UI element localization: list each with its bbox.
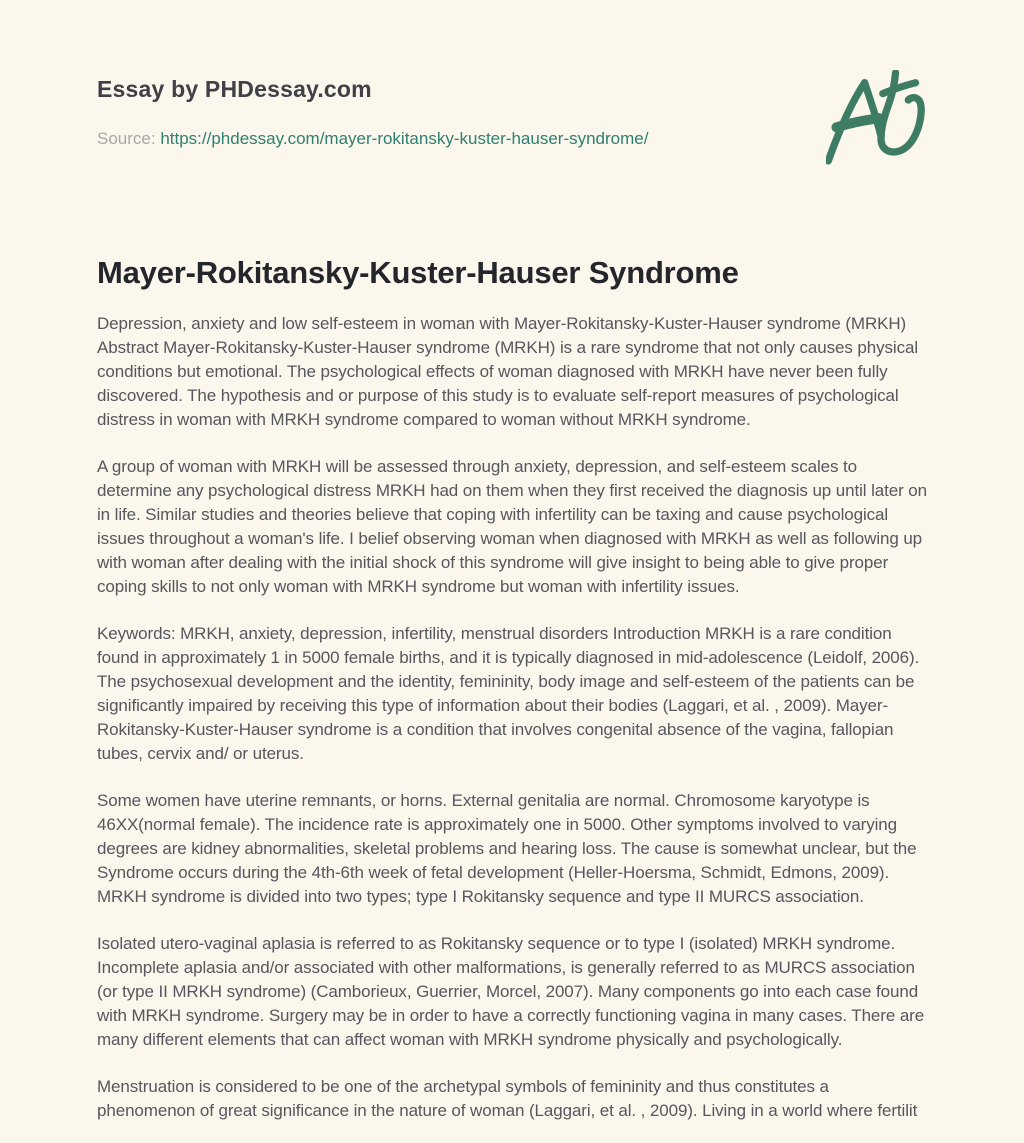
essay-paragraph: Menstruation is considered to be one of the archetypal symbols of femininity and thus constitutes a phenomenon of great significance in the nature of woman (Laggari, et al. , 2009). Living in a world where fertilit — [97, 1077, 918, 1120]
essay-paragraph: A group of woman with MRKH will be assessed through anxiety, depression, and self-esteem scales to determine any psychological distress MRKH had on them when they first received the diagnosis up until later on in life. Similar studies and theories believe that coping with infertility can be taxing and cause psychological issues throughout a woman's life. I belief observing woman when diagnosed with MRKH as well as following up with woman after dealing with the initial shock of this syndrome will give insight to being able to give proper coping skills to not only woman with MRKH syndrome but woman with infertility issues. — [97, 457, 927, 596]
essay-paragraph: Depression, anxiety and low self-esteem in woman with Mayer-Rokitansky-Kuster-Hauser syndrome (MRKH) Abstract Mayer-Rokitansky-Kuster-Hauser syndrome (MRKH) is a rare syndrome that not only causes physical conditions but emotional. The psychological effects of woman diagnosed with MRKH have never been fully discovered. The hypothesis and or purpose of this study is to evaluate self-report measures of psychological distress in woman with MRKH syndrome compared to woman without MRKH syndrome. — [97, 314, 918, 429]
essay-body — [97, 312, 930, 1123]
a-plus-logo-icon — [826, 70, 936, 170]
brand-block — [97, 74, 648, 149]
source-url-link[interactable]: https://phdessay.com/mayer-rokitansky-kuster-hauser-syndrome/ — [160, 129, 649, 148]
essay-title: Mayer-Rokitansky-Kuster-Hauser Syndrome — [97, 255, 739, 290]
essay-paragraph: Keywords: MRKH, anxiety, depression, infertility, menstrual disorders Introduction MRKH is a rare condition found in approximately 1 in 5000 female births, and it is typically diagnosed in mid-adolescence (Leidolf, 2006). The psychosexual development and the identity, femininity, body image and self-esteem of the patients can be significantly impaired by receiving this type of information about their bodies (Laggari, et al. , 2009). Mayer-Rokitansky-Kuster-Hauser syndrome is a condition that involves congenital absence of the vagina, fallopian tubes, cervix and/ or uterus. — [97, 624, 920, 763]
source-label: Source: — [97, 129, 156, 148]
a-plus-logo-svg — [826, 70, 936, 170]
brand-heading: Essay by PHDessay.com — [97, 76, 372, 102]
essay-paragraph: Isolated utero-vaginal aplasia is referred to as Rokitansky sequence or to type I (isolated) MRKH syndrome. Incomplete aplasia and/or associated with other malformations, is generally referred to as MURCS association (or type II MRKH syndrome) (Camborieux, Guerrier, Morcel, 2007). Many components go into each case found with MRKH syndrome. Surgery may be in order to have a correctly functioning vagina in many cases. There are many different elements that can affect woman with MRKH syndrome physically and psychologically. — [97, 934, 925, 1049]
source-line — [97, 129, 648, 149]
page-header — [97, 74, 930, 170]
essay-paragraph: Some women have uterine remnants, or horns. External genitalia are normal. Chromosome karyotype is 46XX(normal female). The incidence rate is approximately one in 5000. Other symptoms involved to varying degrees are kidney abnormalities, skeletal problems and hearing loss. The cause is somewhat unclear, but the Syndrome occurs during the 4th-6th week of fetal development (Heller-Hoersma, Schmidt, Edmons, 2009). MRKH syndrome is divided into two types; type I Rokitansky sequence and type II MURCS association. — [97, 791, 917, 906]
